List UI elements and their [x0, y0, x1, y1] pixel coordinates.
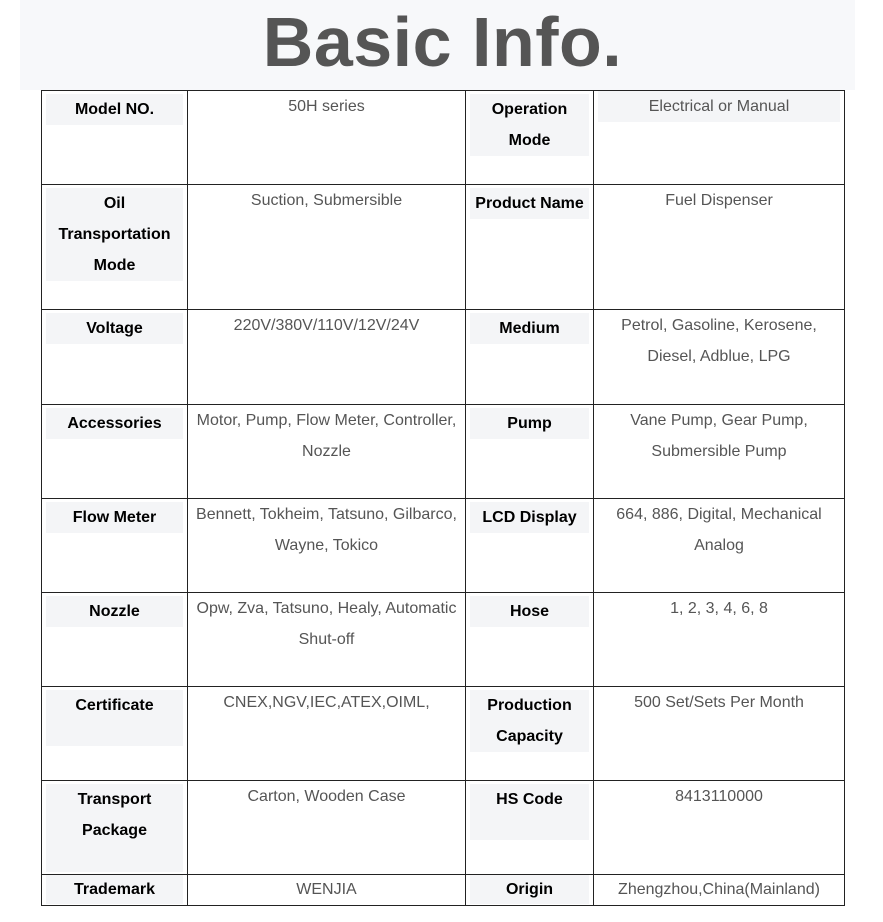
row-label: Model NO.	[42, 91, 188, 185]
row-label: Flow Meter	[42, 499, 188, 593]
row-label: Production Capacity	[466, 687, 594, 781]
row-value: 664, 886, Digital, Mechanical Analog	[594, 499, 845, 593]
table-row	[42, 781, 845, 875]
row-label: Product Name	[466, 185, 594, 310]
row-value: Vane Pump, Gear Pump, Submersible Pump	[594, 405, 845, 499]
row-label: Trademark	[42, 875, 188, 906]
row-value: 500 Set/Sets Per Month	[594, 687, 845, 781]
row-value: Zhengzhou,China(Mainland)	[594, 875, 845, 906]
row-value: CNEX,NGV,IEC,ATEX,OIML,	[188, 687, 466, 781]
row-value: Electrical or Manual	[594, 91, 845, 185]
row-label: Transport Package	[42, 781, 188, 875]
row-value: 220V/380V/110V/12V/24V	[188, 310, 466, 405]
table-row	[42, 185, 845, 310]
row-value: 8413110000	[594, 781, 845, 875]
row-label: LCD Display	[466, 499, 594, 593]
row-value: Opw, Zva, Tatsuno, Healy, Automatic Shut-off	[188, 593, 466, 687]
row-label: Hose	[466, 593, 594, 687]
row-label: Certificate	[42, 687, 188, 781]
row-label: Voltage	[42, 310, 188, 405]
row-label: Oil Transportation Mode	[42, 185, 188, 310]
row-label: Pump	[466, 405, 594, 499]
row-label: Operation Mode	[466, 91, 594, 185]
row-label: Accessories	[42, 405, 188, 499]
title-banner	[20, 0, 855, 90]
page-title: Basic Info.	[262, 3, 623, 81]
row-value: Carton, Wooden Case	[188, 781, 466, 875]
row-label: Origin	[466, 875, 594, 906]
table-row	[42, 405, 845, 499]
table-row	[42, 310, 845, 405]
row-value: Fuel Dispenser	[594, 185, 845, 310]
row-value: 1, 2, 3, 4, 6, 8	[594, 593, 845, 687]
table-row	[42, 499, 845, 593]
table-row	[42, 593, 845, 687]
row-value: Motor, Pump, Flow Meter, Controller, Nozzle	[188, 405, 466, 499]
row-label: Medium	[466, 310, 594, 405]
row-value: WENJIA	[188, 875, 466, 906]
row-label: HS Code	[466, 781, 594, 875]
row-value: Petrol, Gasoline, Kerosene, Diesel, Adblue, LPG	[594, 310, 845, 405]
spec-table	[41, 90, 845, 906]
row-value: 50H series	[188, 91, 466, 185]
row-value: Suction, Submersible	[188, 185, 466, 310]
table-row	[42, 91, 845, 185]
table-row	[42, 687, 845, 781]
row-value: Bennett, Tokheim, Tatsuno, Gilbarco, Wayne, Tokico	[188, 499, 466, 593]
row-label: Nozzle	[42, 593, 188, 687]
table-row	[42, 875, 845, 906]
